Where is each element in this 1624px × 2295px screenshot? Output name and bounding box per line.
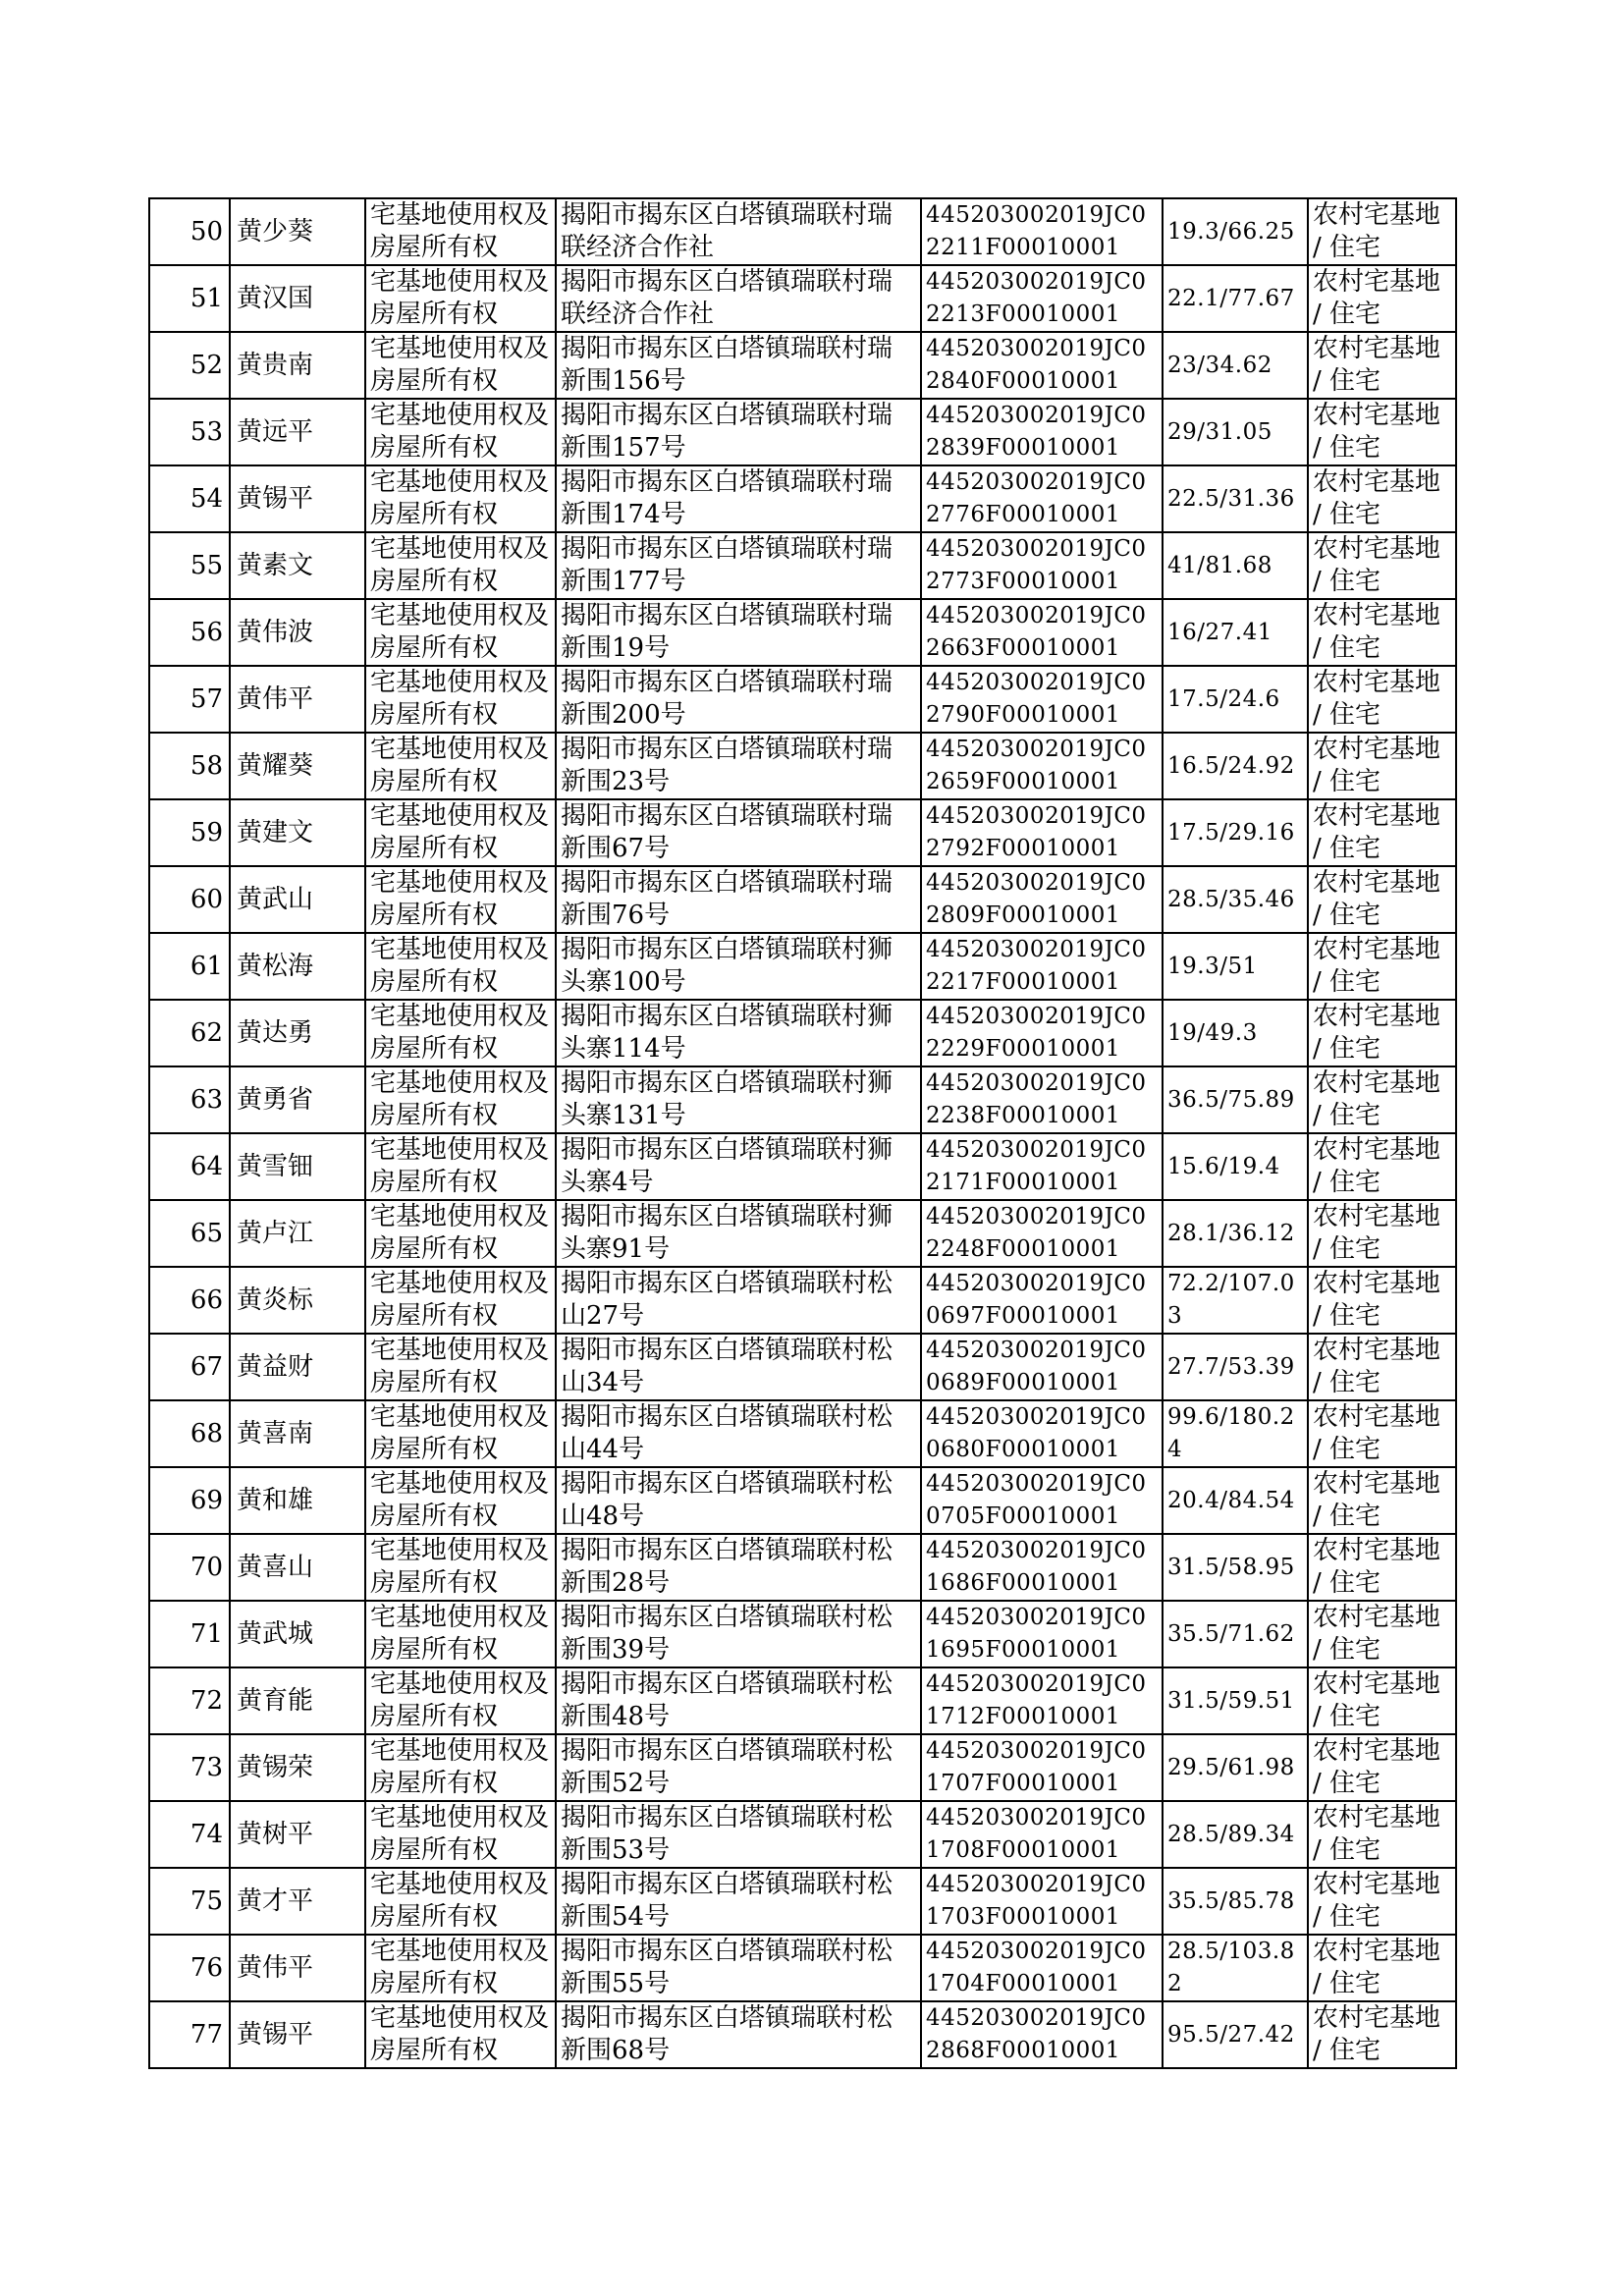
area-value: 17.5/29.16	[1163, 799, 1308, 866]
table-row	[149, 1467, 1456, 1534]
holder-name: 黄锡平	[230, 465, 365, 532]
right-type: 宅基地使用权及房屋所有权	[365, 933, 556, 1000]
table-row	[149, 332, 1456, 399]
area-value: 28.5/103.82	[1163, 1935, 1308, 2001]
row-number: 65	[149, 1200, 230, 1267]
row-number: 66	[149, 1267, 230, 1334]
row-number: 69	[149, 1467, 230, 1534]
area-value: 35.5/71.62	[1163, 1601, 1308, 1667]
land-usage: 农村宅基地 / 住宅	[1308, 733, 1456, 799]
table-row	[149, 1601, 1456, 1667]
holder-name: 黄贵南	[230, 332, 365, 399]
property-address: 揭阳市揭东区白塔镇瑞联村松新围28号	[556, 1534, 921, 1601]
property-address: 揭阳市揭东区白塔镇瑞联村松山48号	[556, 1467, 921, 1534]
area-value: 95.5/27.42	[1163, 2001, 1308, 2068]
holder-name: 黄伟波	[230, 599, 365, 666]
property-address: 揭阳市揭东区白塔镇瑞联村松新围54号	[556, 1868, 921, 1935]
land-usage: 农村宅基地 / 住宅	[1308, 2001, 1456, 2068]
unit-code: 445203002019JC02238F00010001	[921, 1066, 1163, 1133]
unit-code: 445203002019JC00689F00010001	[921, 1334, 1163, 1400]
right-type: 宅基地使用权及房屋所有权	[365, 1200, 556, 1267]
property-address: 揭阳市揭东区白塔镇瑞联村狮头寨100号	[556, 933, 921, 1000]
unit-code: 445203002019JC01703F00010001	[921, 1868, 1163, 1935]
table-row	[149, 1734, 1456, 1801]
land-usage: 农村宅基地 / 住宅	[1308, 1334, 1456, 1400]
holder-name: 黄才平	[230, 1868, 365, 1935]
row-number: 75	[149, 1868, 230, 1935]
right-type: 宅基地使用权及房屋所有权	[365, 799, 556, 866]
property-address: 揭阳市揭东区白塔镇瑞联村松新围68号	[556, 2001, 921, 2068]
right-type: 宅基地使用权及房屋所有权	[365, 465, 556, 532]
unit-code: 445203002019JC02213F00010001	[921, 265, 1163, 332]
area-value: 19/49.3	[1163, 1000, 1308, 1066]
holder-name: 黄耀葵	[230, 733, 365, 799]
land-usage: 农村宅基地 / 住宅	[1308, 332, 1456, 399]
unit-code: 445203002019JC01707F00010001	[921, 1734, 1163, 1801]
property-address: 揭阳市揭东区白塔镇瑞联村瑞新围157号	[556, 399, 921, 465]
land-usage: 农村宅基地 / 住宅	[1308, 1534, 1456, 1601]
row-number: 59	[149, 799, 230, 866]
right-type: 宅基地使用权及房屋所有权	[365, 399, 556, 465]
right-type: 宅基地使用权及房屋所有权	[365, 1601, 556, 1667]
area-value: 19.3/66.25	[1163, 198, 1308, 265]
unit-code: 445203002019JC02776F00010001	[921, 465, 1163, 532]
right-type: 宅基地使用权及房屋所有权	[365, 1935, 556, 2001]
unit-code: 445203002019JC01704F00010001	[921, 1935, 1163, 2001]
unit-code: 445203002019JC01686F00010001	[921, 1534, 1163, 1601]
row-number: 55	[149, 532, 230, 599]
row-number: 68	[149, 1400, 230, 1467]
property-address: 揭阳市揭东区白塔镇瑞联村瑞联经济合作社	[556, 198, 921, 265]
unit-code: 445203002019JC02248F00010001	[921, 1200, 1163, 1267]
right-type: 宅基地使用权及房屋所有权	[365, 866, 556, 933]
unit-code: 445203002019JC00697F00010001	[921, 1267, 1163, 1334]
area-value: 19.3/51	[1163, 933, 1308, 1000]
right-type: 宅基地使用权及房屋所有权	[365, 1868, 556, 1935]
land-usage: 农村宅基地 / 住宅	[1308, 1400, 1456, 1467]
land-usage: 农村宅基地 / 住宅	[1308, 1133, 1456, 1200]
area-value: 35.5/85.78	[1163, 1868, 1308, 1935]
property-address: 揭阳市揭东区白塔镇瑞联村狮头寨131号	[556, 1066, 921, 1133]
unit-code: 445203002019JC02229F00010001	[921, 1000, 1163, 1066]
right-type: 宅基地使用权及房屋所有权	[365, 198, 556, 265]
right-type: 宅基地使用权及房屋所有权	[365, 1334, 556, 1400]
table-row	[149, 599, 1456, 666]
right-type: 宅基地使用权及房屋所有权	[365, 1667, 556, 1734]
land-usage: 农村宅基地 / 住宅	[1308, 799, 1456, 866]
table-row	[149, 733, 1456, 799]
unit-code: 445203002019JC01712F00010001	[921, 1667, 1163, 1734]
table-row	[149, 399, 1456, 465]
land-usage: 农村宅基地 / 住宅	[1308, 198, 1456, 265]
holder-name: 黄伟平	[230, 666, 365, 733]
area-value: 16/27.41	[1163, 599, 1308, 666]
property-address: 揭阳市揭东区白塔镇瑞联村狮头寨4号	[556, 1133, 921, 1200]
land-usage: 农村宅基地 / 住宅	[1308, 866, 1456, 933]
unit-code: 445203002019JC02868F00010001	[921, 2001, 1163, 2068]
right-type: 宅基地使用权及房屋所有权	[365, 599, 556, 666]
holder-name: 黄锡荣	[230, 1734, 365, 1801]
property-address: 揭阳市揭东区白塔镇瑞联村狮头寨91号	[556, 1200, 921, 1267]
area-value: 29.5/61.98	[1163, 1734, 1308, 1801]
unit-code: 445203002019JC02773F00010001	[921, 532, 1163, 599]
row-number: 72	[149, 1667, 230, 1734]
row-number: 50	[149, 198, 230, 265]
row-number: 52	[149, 332, 230, 399]
holder-name: 黄益财	[230, 1334, 365, 1400]
table-row	[149, 465, 1456, 532]
table-row	[149, 265, 1456, 332]
table-row	[149, 1334, 1456, 1400]
property-address: 揭阳市揭东区白塔镇瑞联村松新围52号	[556, 1734, 921, 1801]
right-type: 宅基地使用权及房屋所有权	[365, 1400, 556, 1467]
unit-code: 445203002019JC02840F00010001	[921, 332, 1163, 399]
land-usage: 农村宅基地 / 住宅	[1308, 666, 1456, 733]
property-address: 揭阳市揭东区白塔镇瑞联村瑞新围67号	[556, 799, 921, 866]
holder-name: 黄远平	[230, 399, 365, 465]
row-number: 63	[149, 1066, 230, 1133]
unit-code: 445203002019JC00705F00010001	[921, 1467, 1163, 1534]
unit-code: 445203002019JC00680F00010001	[921, 1400, 1163, 1467]
row-number: 71	[149, 1601, 230, 1667]
area-value: 72.2/107.03	[1163, 1267, 1308, 1334]
area-value: 31.5/59.51	[1163, 1667, 1308, 1734]
table-row	[149, 1267, 1456, 1334]
land-usage: 农村宅基地 / 住宅	[1308, 1267, 1456, 1334]
property-address: 揭阳市揭东区白塔镇瑞联村瑞新围200号	[556, 666, 921, 733]
area-value: 99.6/180.24	[1163, 1400, 1308, 1467]
table-row	[149, 1133, 1456, 1200]
right-type: 宅基地使用权及房屋所有权	[365, 265, 556, 332]
right-type: 宅基地使用权及房屋所有权	[365, 2001, 556, 2068]
area-value: 28.5/35.46	[1163, 866, 1308, 933]
right-type: 宅基地使用权及房屋所有权	[365, 1066, 556, 1133]
land-usage: 农村宅基地 / 住宅	[1308, 599, 1456, 666]
table-row	[149, 1400, 1456, 1467]
row-number: 53	[149, 399, 230, 465]
row-number: 61	[149, 933, 230, 1000]
area-value: 22.5/31.36	[1163, 465, 1308, 532]
area-value: 16.5/24.92	[1163, 733, 1308, 799]
area-value: 36.5/75.89	[1163, 1066, 1308, 1133]
right-type: 宅基地使用权及房屋所有权	[365, 1267, 556, 1334]
right-type: 宅基地使用权及房屋所有权	[365, 1801, 556, 1868]
property-address: 揭阳市揭东区白塔镇瑞联村松山44号	[556, 1400, 921, 1467]
right-type: 宅基地使用权及房屋所有权	[365, 532, 556, 599]
table-row	[149, 532, 1456, 599]
property-address: 揭阳市揭东区白塔镇瑞联村松新围55号	[556, 1935, 921, 2001]
land-usage: 农村宅基地 / 住宅	[1308, 532, 1456, 599]
holder-name: 黄武城	[230, 1601, 365, 1667]
unit-code: 445203002019JC01708F00010001	[921, 1801, 1163, 1868]
property-address: 揭阳市揭东区白塔镇瑞联村松新围53号	[556, 1801, 921, 1868]
property-address: 揭阳市揭东区白塔镇瑞联村瑞新围156号	[556, 332, 921, 399]
holder-name: 黄育能	[230, 1667, 365, 1734]
land-usage: 农村宅基地 / 住宅	[1308, 1868, 1456, 1935]
unit-code: 445203002019JC01695F00010001	[921, 1601, 1163, 1667]
row-number: 57	[149, 666, 230, 733]
land-usage: 农村宅基地 / 住宅	[1308, 1000, 1456, 1066]
land-usage: 农村宅基地 / 住宅	[1308, 1667, 1456, 1734]
right-type: 宅基地使用权及房屋所有权	[365, 1734, 556, 1801]
table-row	[149, 666, 1456, 733]
land-usage: 农村宅基地 / 住宅	[1308, 465, 1456, 532]
table-row	[149, 1801, 1456, 1868]
row-number: 51	[149, 265, 230, 332]
holder-name: 黄素文	[230, 532, 365, 599]
table-row	[149, 2001, 1456, 2068]
table-row	[149, 1066, 1456, 1133]
right-type: 宅基地使用权及房屋所有权	[365, 1467, 556, 1534]
row-number: 62	[149, 1000, 230, 1066]
area-value: 27.7/53.39	[1163, 1334, 1308, 1400]
unit-code: 445203002019JC02211F00010001	[921, 198, 1163, 265]
row-number: 58	[149, 733, 230, 799]
property-address: 揭阳市揭东区白塔镇瑞联村瑞新围19号	[556, 599, 921, 666]
row-number: 74	[149, 1801, 230, 1868]
row-number: 60	[149, 866, 230, 933]
area-value: 15.6/19.4	[1163, 1133, 1308, 1200]
unit-code: 445203002019JC02809F00010001	[921, 866, 1163, 933]
row-number: 73	[149, 1734, 230, 1801]
table-row	[149, 1534, 1456, 1601]
property-address: 揭阳市揭东区白塔镇瑞联村松新围39号	[556, 1601, 921, 1667]
table-row	[149, 799, 1456, 866]
land-usage: 农村宅基地 / 住宅	[1308, 1734, 1456, 1801]
area-value: 28.1/36.12	[1163, 1200, 1308, 1267]
holder-name: 黄喜南	[230, 1400, 365, 1467]
land-usage: 农村宅基地 / 住宅	[1308, 933, 1456, 1000]
area-value: 23/34.62	[1163, 332, 1308, 399]
property-address: 揭阳市揭东区白塔镇瑞联村瑞新围174号	[556, 465, 921, 532]
land-usage: 农村宅基地 / 住宅	[1308, 265, 1456, 332]
land-usage: 农村宅基地 / 住宅	[1308, 1935, 1456, 2001]
land-usage: 农村宅基地 / 住宅	[1308, 1801, 1456, 1868]
holder-name: 黄卢江	[230, 1200, 365, 1267]
table-row	[149, 1935, 1456, 2001]
right-type: 宅基地使用权及房屋所有权	[365, 666, 556, 733]
property-address: 揭阳市揭东区白塔镇瑞联村瑞新围177号	[556, 532, 921, 599]
area-value: 28.5/89.34	[1163, 1801, 1308, 1868]
right-type: 宅基地使用权及房屋所有权	[365, 1133, 556, 1200]
table-row	[149, 198, 1456, 265]
row-number: 77	[149, 2001, 230, 2068]
area-value: 31.5/58.95	[1163, 1534, 1308, 1601]
registry-table-body	[149, 198, 1456, 2068]
row-number: 64	[149, 1133, 230, 1200]
area-value: 29/31.05	[1163, 399, 1308, 465]
property-address: 揭阳市揭东区白塔镇瑞联村狮头寨114号	[556, 1000, 921, 1066]
table-row	[149, 1868, 1456, 1935]
unit-code: 445203002019JC02171F00010001	[921, 1133, 1163, 1200]
holder-name: 黄伟平	[230, 1935, 365, 2001]
unit-code: 445203002019JC02790F00010001	[921, 666, 1163, 733]
table-row	[149, 866, 1456, 933]
property-address: 揭阳市揭东区白塔镇瑞联村松新围48号	[556, 1667, 921, 1734]
holder-name: 黄汉国	[230, 265, 365, 332]
property-address: 揭阳市揭东区白塔镇瑞联村瑞新围76号	[556, 866, 921, 933]
unit-code: 445203002019JC02663F00010001	[921, 599, 1163, 666]
land-usage: 农村宅基地 / 住宅	[1308, 399, 1456, 465]
table-row	[149, 1000, 1456, 1066]
right-type: 宅基地使用权及房屋所有权	[365, 1000, 556, 1066]
table-row	[149, 1200, 1456, 1267]
right-type: 宅基地使用权及房屋所有权	[365, 1534, 556, 1601]
row-number: 67	[149, 1334, 230, 1400]
right-type: 宅基地使用权及房屋所有权	[365, 733, 556, 799]
unit-code: 445203002019JC02217F00010001	[921, 933, 1163, 1000]
row-number: 54	[149, 465, 230, 532]
row-number: 76	[149, 1935, 230, 2001]
holder-name: 黄武山	[230, 866, 365, 933]
property-address: 揭阳市揭东区白塔镇瑞联村松山27号	[556, 1267, 921, 1334]
area-value: 20.4/84.54	[1163, 1467, 1308, 1534]
property-address: 揭阳市揭东区白塔镇瑞联村瑞新围23号	[556, 733, 921, 799]
holder-name: 黄树平	[230, 1801, 365, 1868]
area-value: 17.5/24.6	[1163, 666, 1308, 733]
holder-name: 黄锡平	[230, 2001, 365, 2068]
holder-name: 黄雪钿	[230, 1133, 365, 1200]
holder-name: 黄达勇	[230, 1000, 365, 1066]
land-usage: 农村宅基地 / 住宅	[1308, 1066, 1456, 1133]
holder-name: 黄建文	[230, 799, 365, 866]
table-row	[149, 933, 1456, 1000]
property-address: 揭阳市揭东区白塔镇瑞联村瑞联经济合作社	[556, 265, 921, 332]
property-address: 揭阳市揭东区白塔镇瑞联村松山34号	[556, 1334, 921, 1400]
holder-name: 黄少葵	[230, 198, 365, 265]
area-value: 22.1/77.67	[1163, 265, 1308, 332]
holder-name: 黄勇省	[230, 1066, 365, 1133]
unit-code: 445203002019JC02659F00010001	[921, 733, 1163, 799]
unit-code: 445203002019JC02792F00010001	[921, 799, 1163, 866]
right-type: 宅基地使用权及房屋所有权	[365, 332, 556, 399]
land-usage: 农村宅基地 / 住宅	[1308, 1601, 1456, 1667]
holder-name: 黄喜山	[230, 1534, 365, 1601]
land-usage: 农村宅基地 / 住宅	[1308, 1200, 1456, 1267]
row-number: 56	[149, 599, 230, 666]
land-usage: 农村宅基地 / 住宅	[1308, 1467, 1456, 1534]
holder-name: 黄松海	[230, 933, 365, 1000]
unit-code: 445203002019JC02839F00010001	[921, 399, 1163, 465]
registry-table	[148, 197, 1457, 2069]
holder-name: 黄和雄	[230, 1467, 365, 1534]
area-value: 41/81.68	[1163, 532, 1308, 599]
table-row	[149, 1667, 1456, 1734]
holder-name: 黄炎标	[230, 1267, 365, 1334]
row-number: 70	[149, 1534, 230, 1601]
